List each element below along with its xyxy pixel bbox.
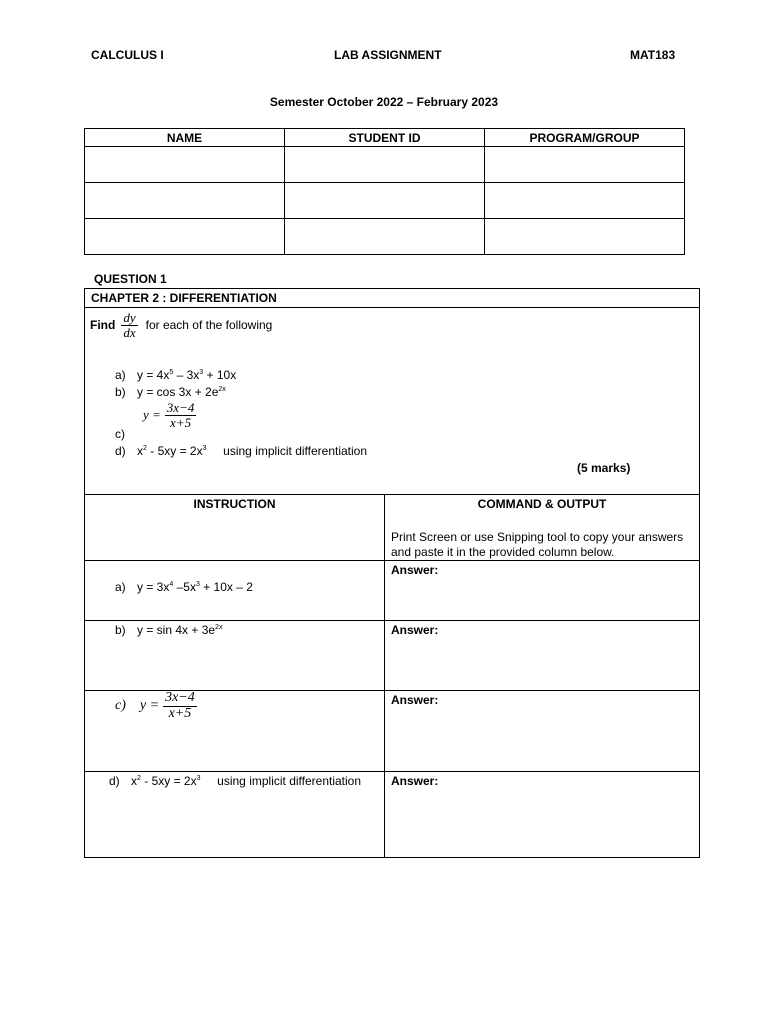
question-item-c-label: c) [115,427,125,441]
question-item-d: d) $x^2 - 5xy = 2x^3$ using implicit differentiation [115,444,368,458]
column-header-student-id: STUDENT ID [285,129,485,147]
chapter-heading: CHAPTER 2 : DIFFERENTIATION [91,291,277,305]
course-name: CALCULUS I [91,48,164,62]
assignment-title: LAB ASSIGNMENT [334,48,442,62]
answer-label-d: Answer: [391,774,439,788]
instruction-note: Print Screen or use Snipping tool to copy your answers and paste it in the provided column below. [391,530,684,559]
answer-row-c-question: c) y = $\frac{3x-4}{x+5}$ [115,690,195,721]
answer-cell-d[interactable] [385,772,699,857]
question-item-c-equation: y = $\frac{3x-4}{x+5}$ [143,400,195,430]
course-code: MAT183 [630,48,676,62]
table-row [85,219,685,255]
answer-label-b: Answer: [391,623,439,637]
question-label: QUESTION 1 [94,272,167,286]
program-group-cell[interactable] [485,219,685,255]
name-cell[interactable] [85,147,285,183]
answer-label-a: Answer: [391,563,439,577]
student-id-cell[interactable] [285,219,485,255]
answer-row-b-question: b) $y = \sin 4x + 3e^{2x}$ [115,623,223,637]
answer-cell-a[interactable] [385,561,699,619]
program-group-cell[interactable] [485,183,685,219]
question-box [84,288,700,858]
student-id-cell[interactable] [285,147,485,183]
answer-cell-c[interactable] [385,691,699,770]
semester-line: Semester October 2022 – February 2023 [269,95,499,109]
question-item-a: a) $y = 4x^5 - 3x^3 + 10x$ [115,368,237,382]
answer-label-c: Answer: [391,693,439,707]
name-cell[interactable] [85,183,285,219]
name-cell[interactable] [85,219,285,255]
student-info-table [84,128,685,255]
question-item-b: b) $y = \cos 3x + 2e^{2x}$ [115,385,226,399]
student-id-cell[interactable] [285,183,485,219]
dy-dx-fraction: $\frac{dy}{dx}$ [123,310,136,340]
instruction-header: INSTRUCTION [193,497,276,511]
answer-row-d-question: d) $x^2 - 5xy = 2x^3$ using implicit differentiation [109,774,362,788]
answer-cell-b[interactable] [385,621,699,689]
table-row [85,147,685,183]
column-header-program-group: PROGRAM/GROUP [485,129,685,147]
table-row [85,183,685,219]
program-group-cell[interactable] [485,147,685,183]
marks-label: (5 marks) [577,461,631,475]
answer-row-a-question: a) $y = 3x^4$ $-5x^3 + 10x - 2$ [115,580,253,594]
find-instruction: Find $\frac{dy}{dx}$ for each of the following [90,310,273,340]
column-header-name: NAME [85,129,285,147]
command-output-header: COMMAND & OUTPUT [477,497,607,511]
